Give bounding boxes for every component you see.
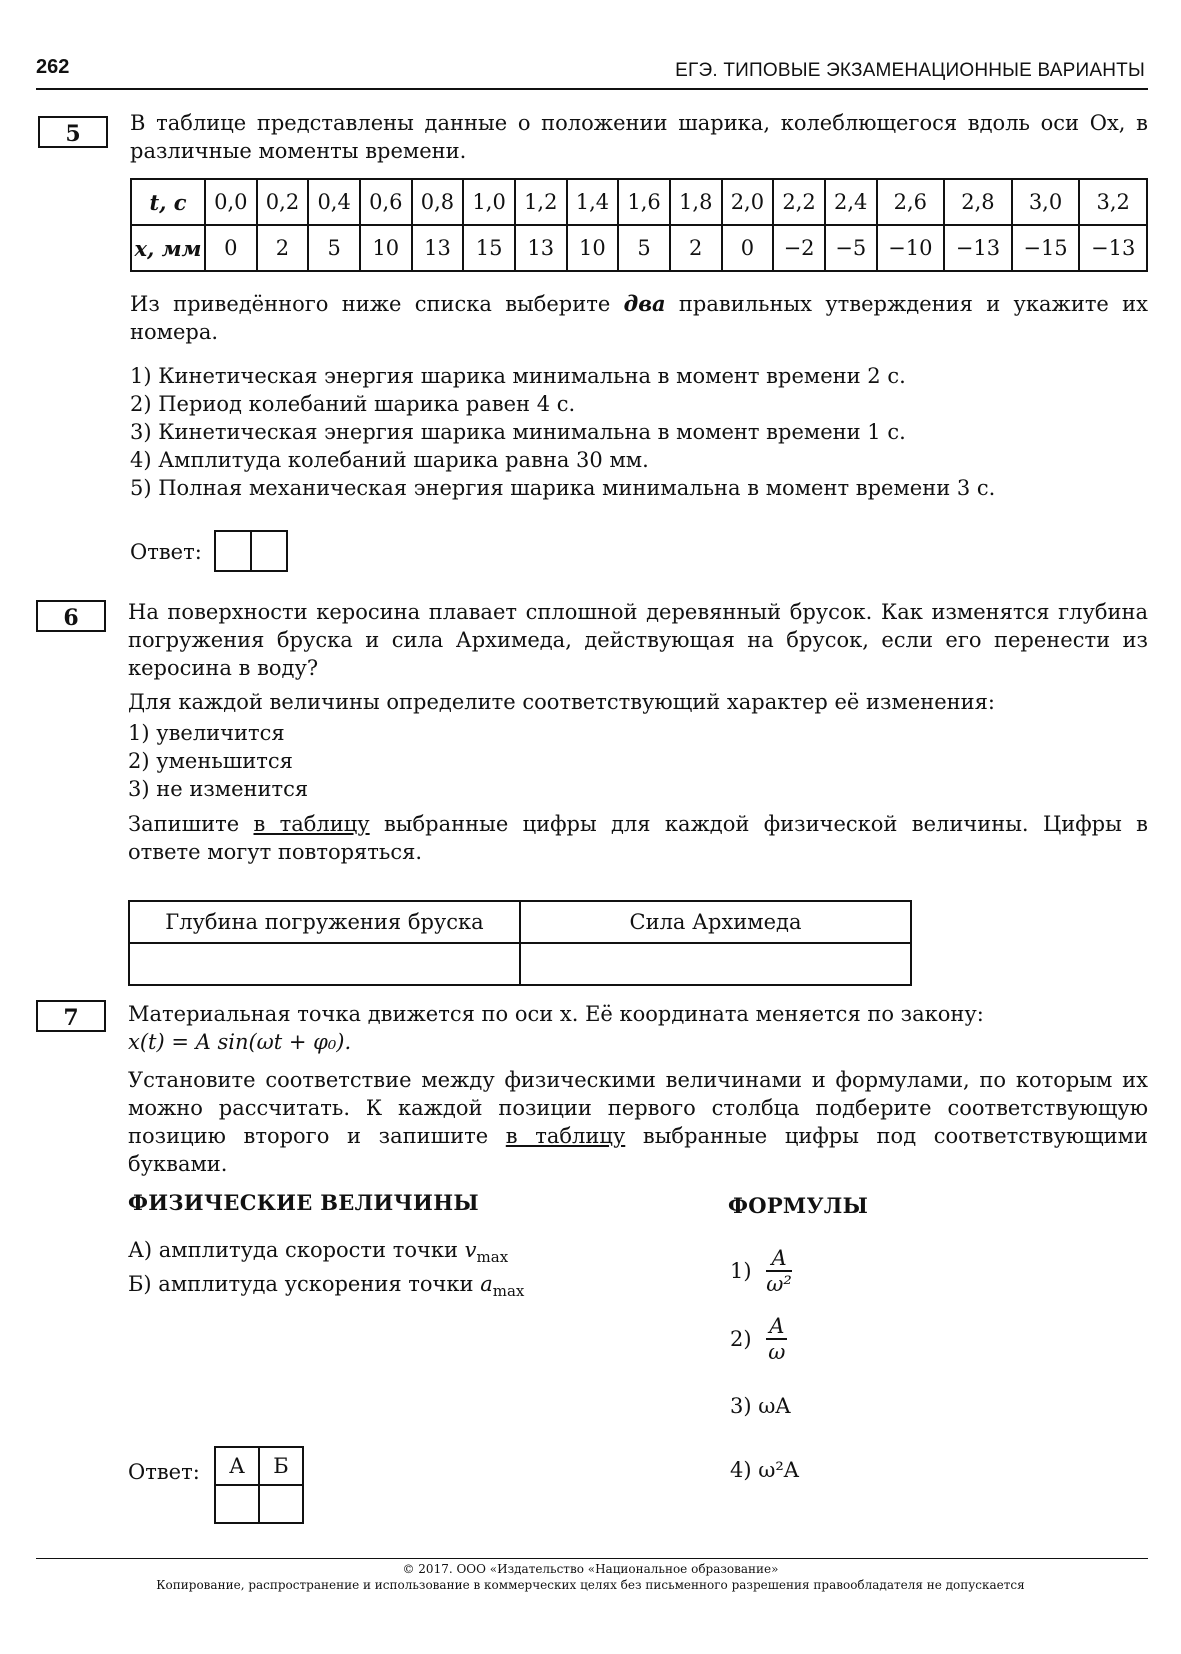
task-5-answer-box-1[interactable] (214, 530, 252, 572)
instruction-text: Из приведённого ниже списка выберите (130, 292, 624, 316)
task-5-answer-box-2[interactable] (250, 530, 288, 572)
task-5-number: 5 (38, 116, 108, 148)
header-divider (36, 88, 1148, 90)
quantity-a (128, 1236, 508, 1271)
table-cell: −13 (944, 225, 1012, 271)
quantity-subscript: max (476, 1248, 509, 1267)
task-7-intro: Материальная точка движется по оси x. Её координата меняется по закону: (128, 1002, 984, 1026)
task-7-answer-label: Ответ: (128, 1460, 200, 1484)
table-cell: 0,4 (308, 179, 360, 225)
table-cell: 5 (308, 225, 360, 271)
table-cell: −13 (1079, 225, 1147, 271)
instruction-text: Установите соответствие между физическими величинами и формулами, по которым их можно рассчитать. К каждой позиции первого столбца подберите соответствующую позицию второго и запишите (128, 1068, 1148, 1148)
task-5-option-5: 5) Полная механическая энергия шарика минимальна в момент времени 3 с. (130, 476, 996, 500)
task-5-option-1: 1) Кинетическая энергия шарика минимальна в момент времени 2 с. (130, 364, 906, 388)
answer-cell-b[interactable] (259, 1485, 303, 1523)
table-cell: 1,6 (618, 179, 670, 225)
task-7-number: 7 (36, 1000, 106, 1032)
fraction-numerator: A (766, 1246, 792, 1272)
quantity-text: Б) амплитуда ускорения точки (128, 1272, 481, 1296)
quantity-symbol: a (480, 1272, 493, 1296)
quantity-text: А) амплитуда скорости точки (128, 1238, 465, 1262)
time-label: t, с (131, 179, 205, 225)
table-cell: 13 (515, 225, 567, 271)
quantity-b (128, 1270, 524, 1305)
formula-label: 2) (730, 1327, 752, 1351)
table-cell: 0 (205, 225, 257, 271)
task-6-write-instruction (128, 810, 1148, 866)
table-cell: 2 (257, 225, 309, 271)
formula-4: 4) ω²A (730, 1458, 799, 1482)
instruction-text: выбранные цифры под соответствующими буквами. (128, 1124, 1148, 1176)
table-cell: 10 (567, 225, 619, 271)
task-6-option-3: 3) не изменится (128, 777, 309, 801)
answer-header-a: А (215, 1447, 259, 1485)
task-6-option-1: 1) увеличится (128, 721, 285, 745)
table-cell: 2,0 (722, 179, 774, 225)
table-cell: 2,2 (773, 179, 825, 225)
instruction-text: выбранные цифры для каждой физической величины. Цифры в ответе могут повторяться. (128, 812, 1148, 864)
task-6-option-2: 2) уменьшится (128, 749, 293, 773)
instruction-emphasis: два (623, 291, 666, 316)
table-cell: 1,0 (463, 179, 515, 225)
instruction-text: правильных утверждения и укажите их номера. (130, 292, 1149, 344)
table-cell: 0,6 (360, 179, 412, 225)
fraction (766, 1314, 787, 1364)
table-cell: 2,6 (877, 179, 945, 225)
table-cell: 2,8 (944, 179, 1012, 225)
table-cell: 10 (360, 225, 412, 271)
table-cell: 1,8 (670, 179, 722, 225)
table-cell: 0,0 (205, 179, 257, 225)
answer-header-b: Б (259, 1447, 303, 1485)
table-cell: 1,2 (515, 179, 567, 225)
task-6-number: 6 (36, 600, 106, 632)
copyright-notice: Копирование, распространение и использование в коммерческих целях без письменного разрешения правообладателя не допускается (156, 1578, 1025, 1592)
task-5-instruction (130, 290, 1148, 346)
task-7-answer-table (214, 1446, 304, 1524)
page-number: 262 (36, 56, 70, 78)
table-cell: 13 (412, 225, 464, 271)
table-cell: 3,2 (1079, 179, 1147, 225)
table-cell: 0,2 (257, 179, 309, 225)
task-6-intro: На поверхности керосина плавает сплошной деревянный брусок. Как изменятся глубина погружения бруска и сила Архимеда, действующая на брусок, если его перенести из керосина в воду? (128, 600, 1148, 680)
task-5-intro: В таблице представлены данные о положении шарика, колеблющегося вдоль оси Ox, в различные моменты времени. (130, 111, 1148, 163)
task-5-option-2: 2) Период колебаний шарика равен 4 с. (130, 392, 576, 416)
fraction-denominator: ω² (766, 1272, 792, 1296)
task-6-instruction: Для каждой величины определите соответствующий характер её изменения: (128, 690, 995, 714)
quantity-symbol: v (464, 1238, 477, 1262)
table-cell: −15 (1012, 225, 1080, 271)
position-row (131, 225, 1147, 271)
task-5-data-table (130, 178, 1148, 272)
formula-label: 1) (730, 1259, 752, 1283)
fraction (766, 1246, 792, 1296)
table-cell: 15 (463, 225, 515, 271)
depth-header: Глубина погружения бруска (129, 901, 520, 943)
fraction-denominator: ω (768, 1340, 786, 1364)
table-cell: 2,4 (825, 179, 877, 225)
formula-1 (730, 1246, 792, 1296)
table-cell: 1,4 (567, 179, 619, 225)
table-cell: 0,8 (412, 179, 464, 225)
instruction-text: Запишите (128, 812, 254, 836)
table-cell: −5 (825, 225, 877, 271)
task-7-law: x(t) = A sin(ωt + φ₀). (128, 1030, 352, 1054)
formula-2 (730, 1314, 787, 1364)
archimedes-answer-cell[interactable] (520, 943, 911, 985)
formula-3: 3) ωA (730, 1394, 791, 1418)
archimedes-header: Сила Архимеда (520, 901, 911, 943)
footer-divider (36, 1558, 1148, 1559)
task-5-answer-label: Ответ: (130, 540, 202, 564)
table-cell: 3,0 (1012, 179, 1080, 225)
quantities-heading: ФИЗИЧЕСКИЕ ВЕЛИЧИНЫ (128, 1190, 479, 1215)
time-row (131, 179, 1147, 225)
fraction-numerator: A (766, 1314, 787, 1340)
table-cell: −10 (877, 225, 945, 271)
formulas-heading: ФОРМУЛЫ (728, 1193, 869, 1218)
instruction-underlined: в таблицу (253, 812, 370, 836)
quantity-subscript: max (492, 1282, 525, 1301)
depth-answer-cell[interactable] (129, 943, 520, 985)
task-5-option-4: 4) Амплитуда колебаний шарика равна 30 мм. (130, 448, 649, 472)
running-title: ЕГЭ. ТИПОВЫЕ ЭКЗАМЕНАЦИОННЫЕ ВАРИАНТЫ (675, 60, 1145, 81)
task-7-instruction (128, 1066, 1148, 1178)
task-5-option-3: 3) Кинетическая энергия шарика минимальна в момент времени 1 с. (130, 420, 906, 444)
table-cell: −2 (773, 225, 825, 271)
copyright: © 2017. ООО «Издательство «Национальное образование» (402, 1562, 779, 1576)
table-cell: 0 (722, 225, 774, 271)
table-cell: 2 (670, 225, 722, 271)
table-cell: 5 (618, 225, 670, 271)
instruction-underlined: в таблицу (505, 1124, 626, 1148)
position-label: x, мм (131, 225, 205, 271)
answer-cell-a[interactable] (215, 1485, 259, 1523)
task-6-answer-table (128, 900, 912, 986)
